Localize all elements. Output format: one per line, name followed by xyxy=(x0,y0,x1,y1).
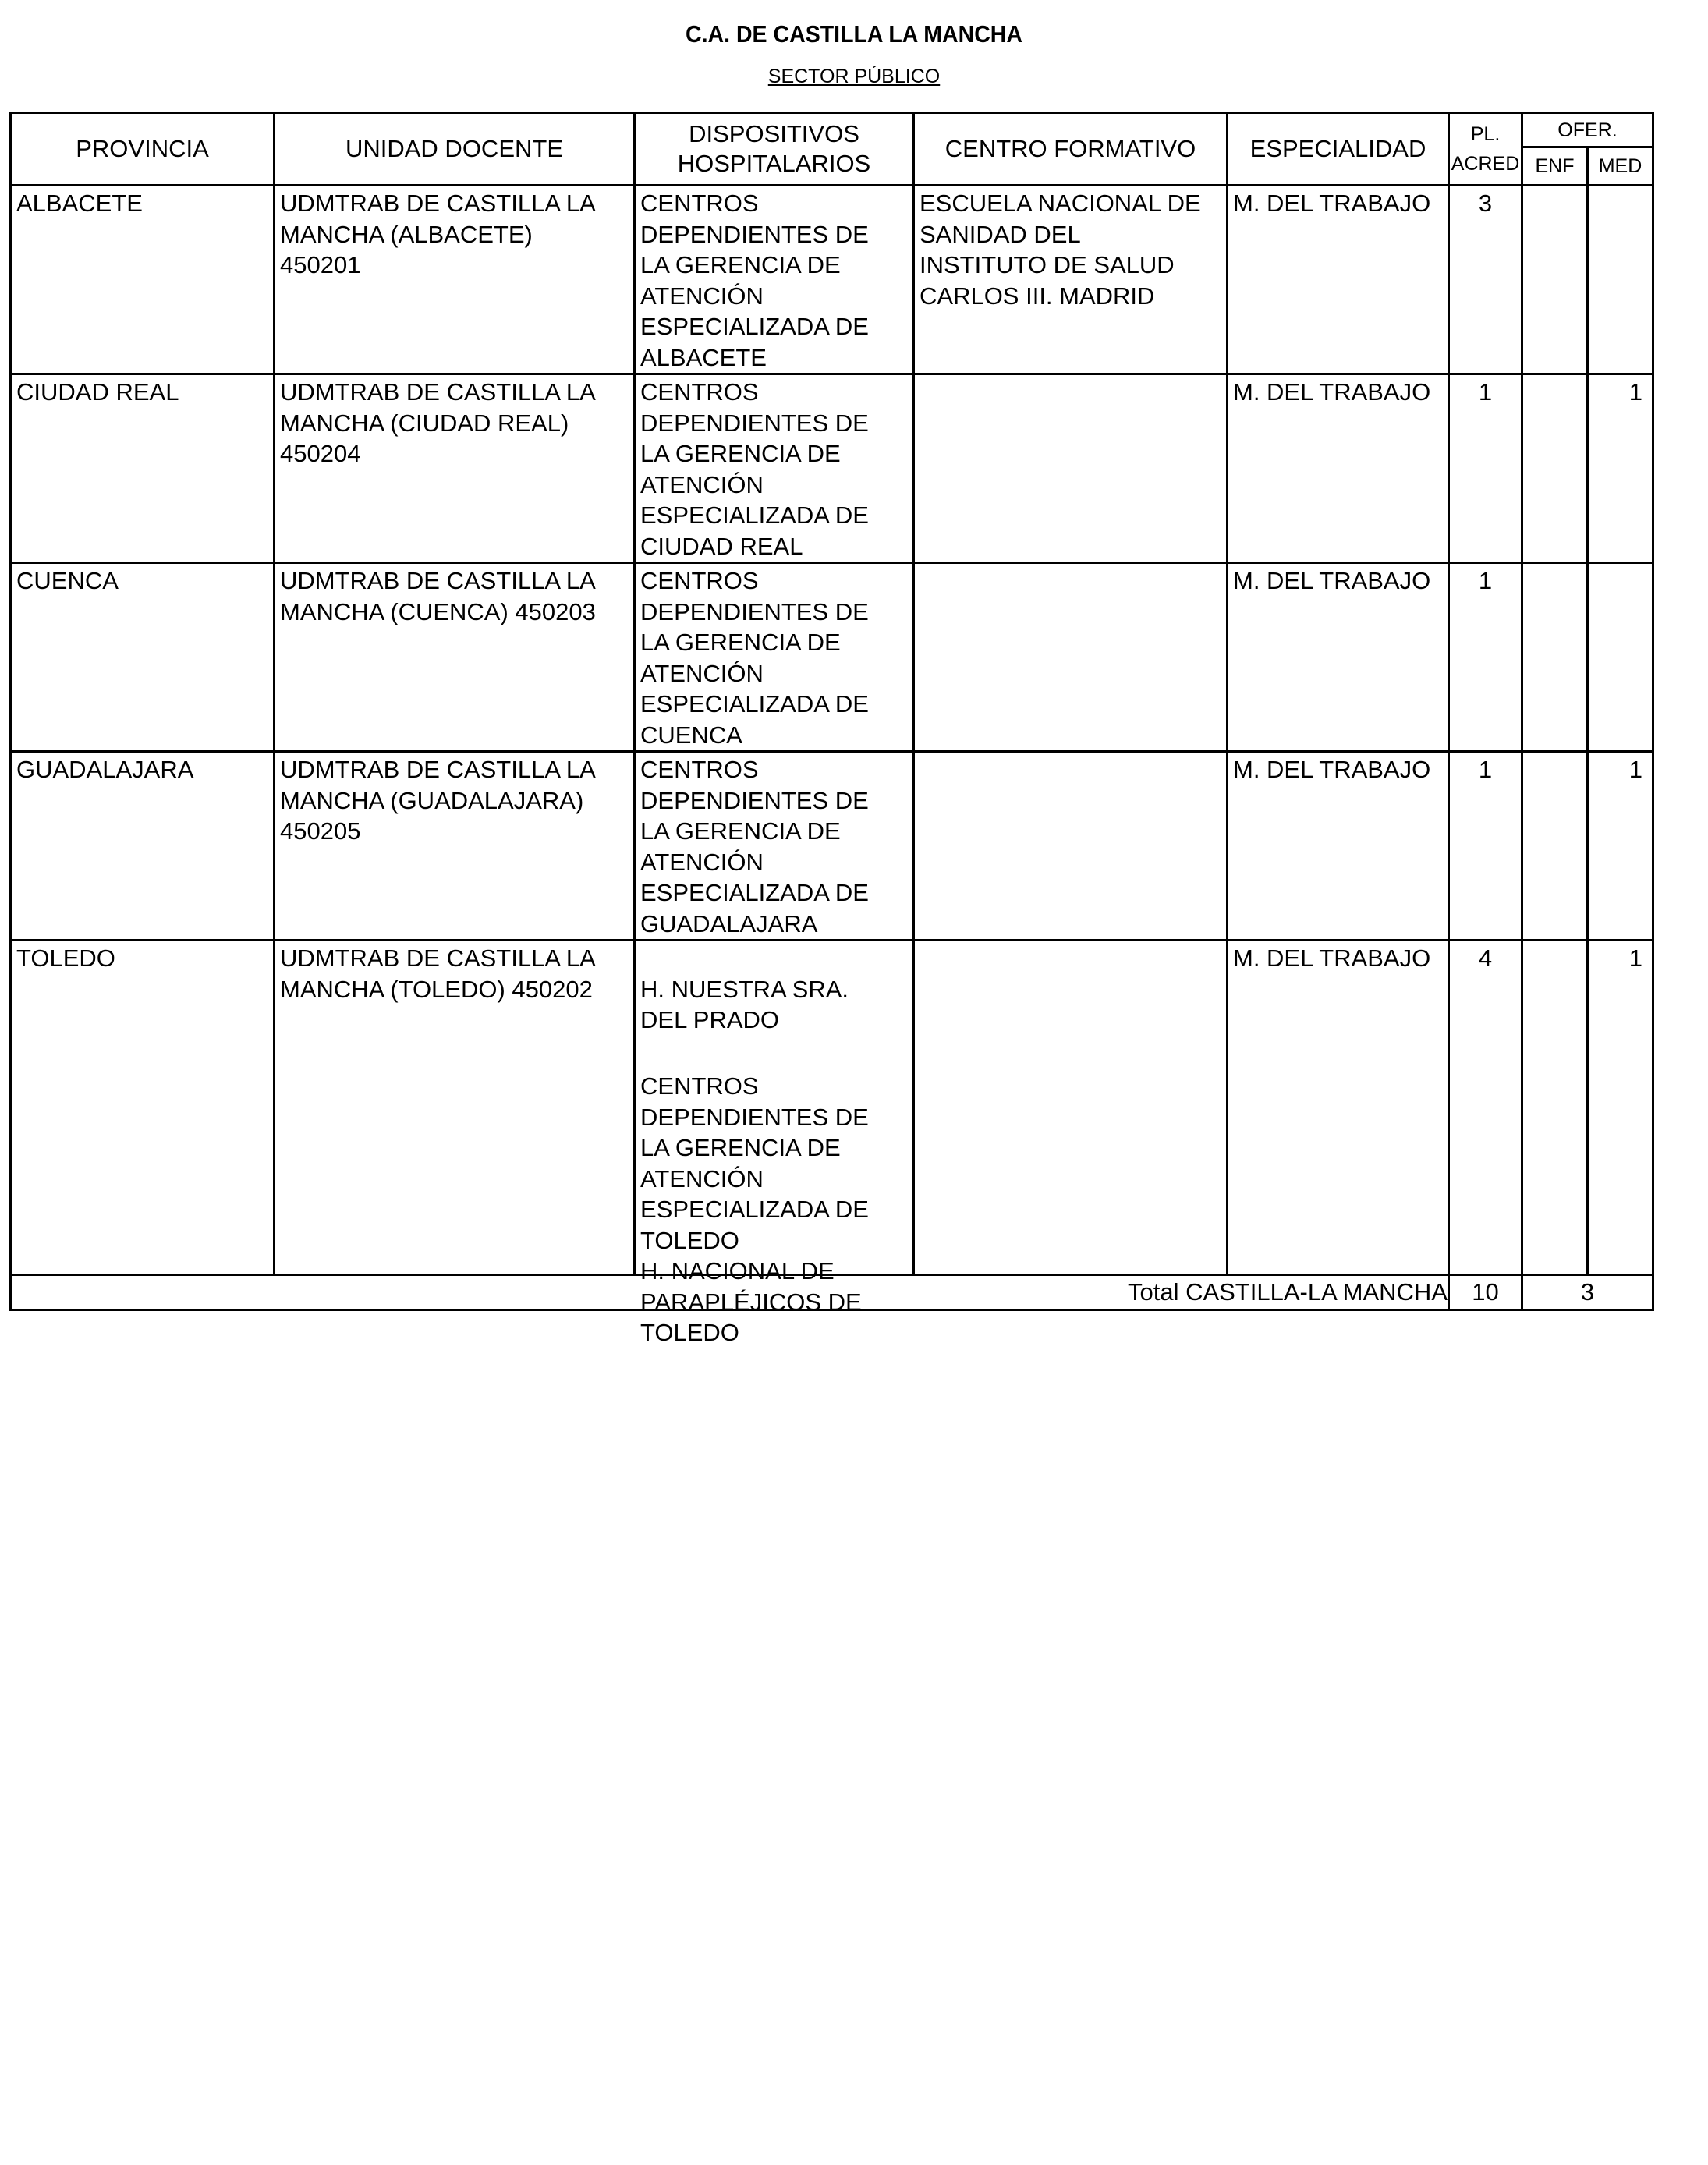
cell-ofer-enf xyxy=(1522,941,1588,1275)
places-table xyxy=(9,112,1654,1346)
cell-dispositivos: CENTROS DEPENDIENTES DE LA GERENCIA DE ATENCIÓN ESPECIALIZADA DE CUENCA xyxy=(635,563,914,752)
cell-ofer-med: 1 xyxy=(1588,752,1653,941)
header-centro-formativo: CENTRO FORMATIVO xyxy=(914,113,1228,186)
cell-especialidad: M. DEL TRABAJO xyxy=(1228,186,1449,374)
cell-unidad-docente: UDMTRAB DE CASTILLA LA MANCHA (ALBACETE) 450201 xyxy=(275,186,635,374)
cell-dispositivos: CENTROS DEPENDIENTES DE LA GERENCIA DE ATENCIÓN ESPECIALIZADA DE GUADALAJARA xyxy=(635,752,914,941)
cell-pl-acred: 1 xyxy=(1449,563,1522,752)
header-pl: PL. xyxy=(1470,123,1501,145)
cell-ofer-enf xyxy=(1522,752,1588,941)
header-med: MED xyxy=(1588,147,1653,186)
cell-ofer-enf xyxy=(1522,563,1588,752)
page-subtitle: SECTOR PÚBLICO xyxy=(767,66,941,87)
cell-ofer-enf xyxy=(1522,186,1588,374)
header-provincia: PROVINCIA xyxy=(11,113,275,186)
header-dispositivos-hospitalarios: DISPOSITIVOS HOSPITALARIOS xyxy=(635,113,914,186)
cell-ofer-med: 1 xyxy=(1588,941,1653,1275)
cell-ofer-med xyxy=(1588,563,1653,752)
cell-provincia: CIUDAD REAL xyxy=(11,374,275,563)
cell-centro-formativo xyxy=(914,941,1228,1275)
cell-pl-acred: 1 xyxy=(1449,752,1522,941)
table-row xyxy=(11,941,1653,1275)
table-row xyxy=(11,752,1653,941)
total-label: Total CASTILLA-LA MANCHA xyxy=(11,1275,1449,1310)
header-acred: ACRED xyxy=(1451,153,1520,175)
cell-unidad-docente: UDMTRAB DE CASTILLA LA MANCHA (TOLEDO) 450202 xyxy=(275,941,635,1275)
dispositivo-item: CENTROS DEPENDIENTES DE LA GERENCIA DE ATENCIÓN ESPECIALIZADA DE TOLEDO H. NACIONAL DE PARAPLÉJICOS DE TOLEDO xyxy=(640,1072,869,1346)
cell-provincia: GUADALAJARA xyxy=(11,752,275,941)
table-row xyxy=(11,186,1653,374)
cell-provincia: ALBACETE xyxy=(11,186,275,374)
cell-ofer-enf xyxy=(1522,374,1588,563)
cell-especialidad: M. DEL TRABAJO xyxy=(1228,563,1449,752)
cell-ofer-med: 1 xyxy=(1588,374,1653,563)
cell-provincia: TOLEDO xyxy=(11,941,275,1275)
cell-dispositivos: CENTROS DEPENDIENTES DE LA GERENCIA DE ATENCIÓN ESPECIALIZADA DE CIUDAD REAL xyxy=(635,374,914,563)
cell-especialidad: M. DEL TRABAJO xyxy=(1228,752,1449,941)
cell-pl-acred: 1 xyxy=(1449,374,1522,563)
dispositivo-item: H. NUESTRA SRA. DEL PRADO xyxy=(640,975,849,1033)
table-row xyxy=(11,563,1653,752)
cell-unidad-docente: UDMTRAB DE CASTILLA LA MANCHA (CUENCA) 450203 xyxy=(275,563,635,752)
cell-especialidad: M. DEL TRABAJO xyxy=(1228,941,1449,1275)
header-enf: ENF xyxy=(1522,147,1588,186)
header-unidad-docente: UNIDAD DOCENTE xyxy=(275,113,635,186)
cell-ofer-med xyxy=(1588,186,1653,374)
cell-especialidad: M. DEL TRABAJO xyxy=(1228,374,1449,563)
header-especialidad: ESPECIALIDAD xyxy=(1228,113,1449,186)
cell-centro-formativo xyxy=(914,563,1228,752)
header-ofer: OFER. xyxy=(1522,113,1653,147)
cell-centro-formativo xyxy=(914,752,1228,941)
cell-dispositivos: CENTROS DEPENDIENTES DE LA GERENCIA DE ATENCIÓN ESPECIALIZADA DE ALBACETE xyxy=(635,186,914,374)
cell-centro-formativo: ESCUELA NACIONAL DE SANIDAD DEL INSTITUTO DE SALUD CARLOS III. MADRID xyxy=(914,186,1228,374)
cell-unidad-docente: UDMTRAB DE CASTILLA LA MANCHA (GUADALAJARA) 450205 xyxy=(275,752,635,941)
header-pl-acred xyxy=(1449,113,1522,186)
cell-pl-acred: 4 xyxy=(1449,941,1522,1275)
table-row xyxy=(11,374,1653,563)
total-pl-acred: 10 xyxy=(1449,1275,1522,1310)
cell-pl-acred: 3 xyxy=(1449,186,1522,374)
total-ofer: 3 xyxy=(1522,1275,1653,1310)
cell-provincia: CUENCA xyxy=(11,563,275,752)
cell-dispositivos xyxy=(635,941,914,1346)
cell-unidad-docente: UDMTRAB DE CASTILLA LA MANCHA (CIUDAD REAL) 450204 xyxy=(275,374,635,563)
cell-centro-formativo xyxy=(914,374,1228,563)
page-title: C.A. DE CASTILLA LA MANCHA xyxy=(686,20,1022,48)
